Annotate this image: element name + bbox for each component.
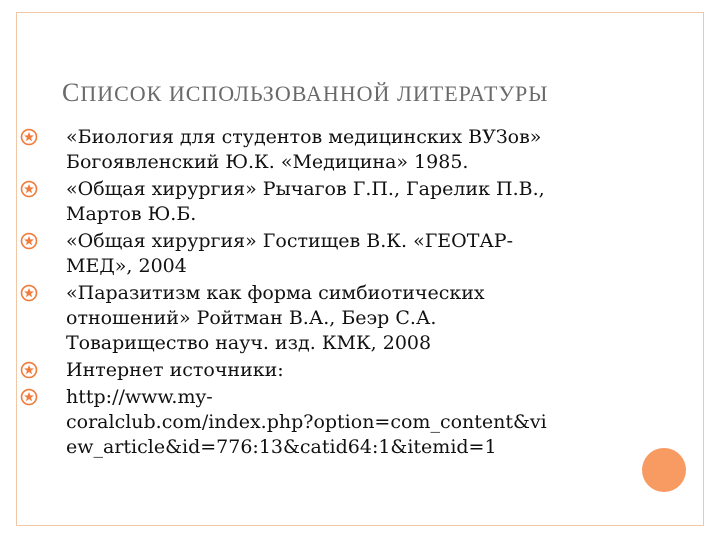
item-line: «Общая хирургия» Рычагов Г.П., Гарелик П.В., <box>66 178 545 200</box>
url-line[interactable]: http://www.my- <box>66 386 213 408</box>
star-in-circle-icon <box>20 180 38 198</box>
bibliography-list <box>20 125 620 462</box>
item-line: «Паразитизм как форма симбиотических <box>66 282 485 304</box>
item-line: Богоявленский Ю.К. «Медицина» 1985. <box>66 151 469 173</box>
slide-title <box>62 78 548 108</box>
item-line: Товарищество науч. изд. КМК, 2008 <box>66 332 432 354</box>
url-line[interactable]: coralclub.com/index.php?option=com_content&vi <box>66 411 547 433</box>
star-in-circle-icon <box>20 232 38 250</box>
star-in-circle-icon <box>20 361 38 379</box>
star-in-circle-icon <box>20 128 38 146</box>
list-item <box>20 358 620 383</box>
url-line[interactable]: ew_article&id=776:13&catid64:1&itemid=1 <box>66 436 497 458</box>
list-item-link[interactable] <box>20 385 620 460</box>
title-initial: С <box>62 78 81 107</box>
title-rest: ПИСОК ИСПОЛЬЗОВАННОЙ ЛИТЕРАТУРЫ <box>80 81 549 106</box>
list-item <box>20 125 620 175</box>
star-in-circle-icon <box>20 388 38 406</box>
star-in-circle-icon <box>20 284 38 302</box>
item-line: МЕД», 2004 <box>66 255 187 277</box>
item-line: «Биология для студентов медицинских ВУЗов» <box>66 126 542 148</box>
item-line: отношений» Ройтман В.А., Беэр С.А. <box>66 307 437 329</box>
list-item <box>20 229 620 279</box>
list-item <box>20 281 620 356</box>
item-line: «Общая хирургия» Гостищев В.К. «ГЕОТАР- <box>66 230 513 252</box>
item-line: Мартов Ю.Б. <box>66 203 197 225</box>
orange-circle-icon <box>642 448 686 492</box>
list-item <box>20 177 620 227</box>
item-line: Интернет источники: <box>66 359 284 381</box>
